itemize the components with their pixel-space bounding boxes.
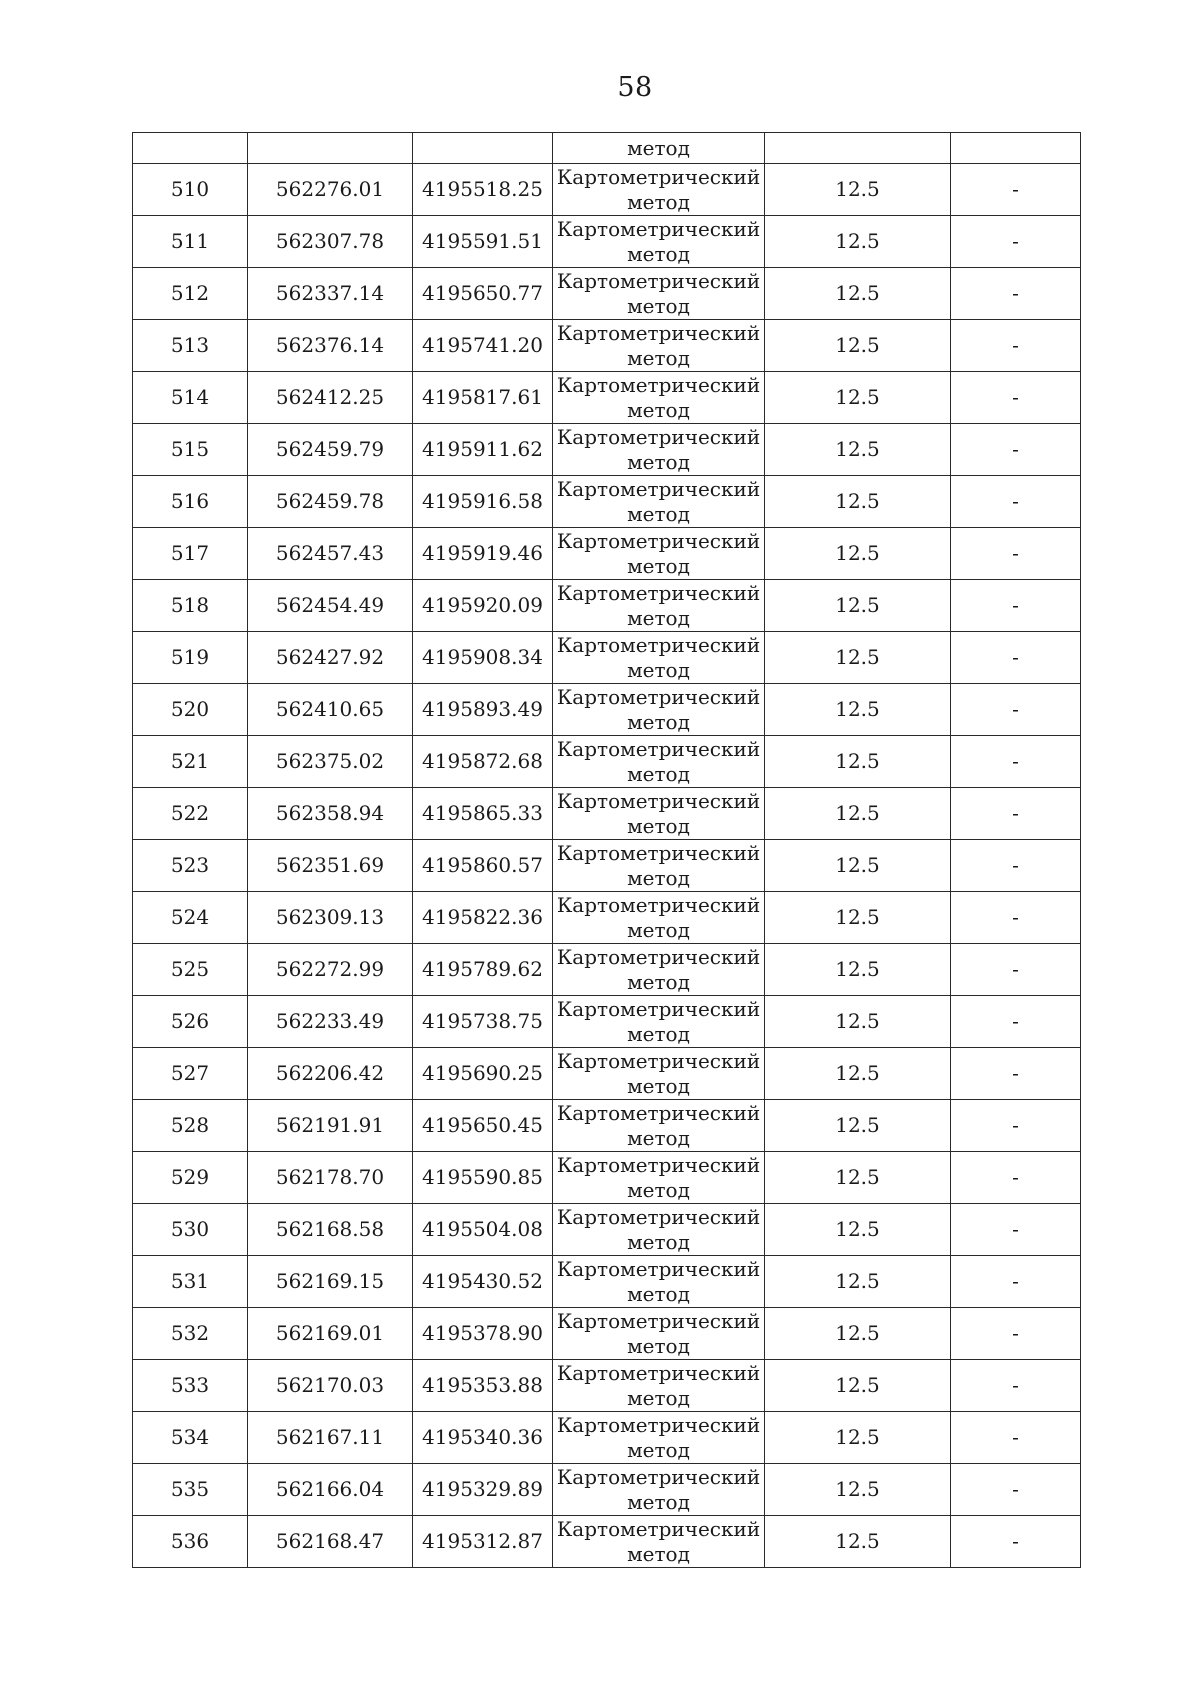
cell-note: - xyxy=(951,736,1081,788)
cell-x: 562307.78 xyxy=(248,216,413,268)
cell-method xyxy=(553,1256,765,1308)
table-row xyxy=(133,320,1081,372)
method-line-1: Картометрический xyxy=(556,164,761,189)
cell-x: 562459.79 xyxy=(248,424,413,476)
coordinates-table-body xyxy=(133,133,1081,1568)
method-line-1: Картометрический xyxy=(556,632,761,657)
method-line-1: Картометрический xyxy=(556,320,761,345)
cell-method xyxy=(553,268,765,320)
table-row xyxy=(133,1464,1081,1516)
cell-y: 4195872.68 xyxy=(413,736,553,788)
cell-method xyxy=(553,944,765,996)
coordinates-table xyxy=(132,132,1081,1568)
cell-x: 562351.69 xyxy=(248,840,413,892)
method-line-2: метод xyxy=(627,449,690,474)
method-line-1: Картометрический xyxy=(556,528,761,553)
cell-note: - xyxy=(951,1360,1081,1412)
cell-point-id: 513 xyxy=(133,320,248,372)
cell-y: 4195893.49 xyxy=(413,684,553,736)
cell-method xyxy=(553,476,765,528)
table-row xyxy=(133,268,1081,320)
cell-method xyxy=(553,632,765,684)
cell-y: 4195741.20 xyxy=(413,320,553,372)
cell-y: 4195378.90 xyxy=(413,1308,553,1360)
cell-y: 4195650.77 xyxy=(413,268,553,320)
cell-point-id: 536 xyxy=(133,1516,248,1568)
cell-point-id: 517 xyxy=(133,528,248,580)
method-line-2: метод xyxy=(627,553,690,578)
cell-accuracy: 12.5 xyxy=(765,1360,951,1412)
cell-accuracy: 12.5 xyxy=(765,840,951,892)
cell-point-id: 528 xyxy=(133,1100,248,1152)
method-line-2: метод xyxy=(627,813,690,838)
table-row xyxy=(133,1256,1081,1308)
method-line-1: Картометрический xyxy=(556,944,761,969)
cell-note: - xyxy=(951,1100,1081,1152)
cell-point-id: 512 xyxy=(133,268,248,320)
cell-method xyxy=(553,736,765,788)
table-row xyxy=(133,580,1081,632)
method-line-2: метод xyxy=(627,969,690,994)
table-row xyxy=(133,1100,1081,1152)
cell-method xyxy=(553,580,765,632)
cell-y: 4195865.33 xyxy=(413,788,553,840)
cell-note: - xyxy=(951,528,1081,580)
cell-note: - xyxy=(951,268,1081,320)
cell-note: - xyxy=(951,1516,1081,1568)
cell-point-id: 520 xyxy=(133,684,248,736)
cell-method xyxy=(553,372,765,424)
cell-point-id: 529 xyxy=(133,1152,248,1204)
cell-x: 562459.78 xyxy=(248,476,413,528)
method-line-2: метод xyxy=(627,1021,690,1046)
cell-point-id: 519 xyxy=(133,632,248,684)
method-line-2: метод xyxy=(627,1073,690,1098)
method-line-2: метод xyxy=(627,345,690,370)
method-line-2: метод xyxy=(627,1177,690,1202)
cell-note: - xyxy=(951,788,1081,840)
cell-note: - xyxy=(951,1152,1081,1204)
method-line-2: метод xyxy=(627,761,690,786)
cell-note: - xyxy=(951,424,1081,476)
cell-method xyxy=(553,1204,765,1256)
cell-x: 562358.94 xyxy=(248,788,413,840)
cell-method xyxy=(553,164,765,216)
method-line-2: метод xyxy=(627,293,690,318)
method-line-1: Картометрический xyxy=(556,996,761,1021)
cell-x: 562412.25 xyxy=(248,372,413,424)
cell-y: 4195789.62 xyxy=(413,944,553,996)
cell-y: 4195329.89 xyxy=(413,1464,553,1516)
cell-point-id: 521 xyxy=(133,736,248,788)
cell-accuracy: 12.5 xyxy=(765,1256,951,1308)
cell-note: - xyxy=(951,476,1081,528)
cell-note: - xyxy=(951,1308,1081,1360)
cell-y: 4195920.09 xyxy=(413,580,553,632)
cell-x: 562170.03 xyxy=(248,1360,413,1412)
cell-x: 562169.15 xyxy=(248,1256,413,1308)
table-row xyxy=(133,892,1081,944)
method-line-1: Картометрический xyxy=(556,1360,761,1385)
cell-point-id: 532 xyxy=(133,1308,248,1360)
cell-point-id: 511 xyxy=(133,216,248,268)
page-number: 58 xyxy=(617,72,653,103)
cell-x: 562375.02 xyxy=(248,736,413,788)
cell-method xyxy=(553,892,765,944)
method-line-1: Картометрический xyxy=(556,580,761,605)
cell-y: 4195590.85 xyxy=(413,1152,553,1204)
cell-accuracy: 12.5 xyxy=(765,424,951,476)
method-line-1: Картометрический xyxy=(556,268,761,293)
cell-x: 562178.70 xyxy=(248,1152,413,1204)
method-line-2: метод xyxy=(627,397,690,422)
method-line-1: Картометрический xyxy=(556,1100,761,1125)
table-row-continued xyxy=(133,133,1081,164)
cell-note: - xyxy=(951,1412,1081,1464)
method-line-2: метод xyxy=(627,1541,690,1566)
method-line-2: метод xyxy=(627,1125,690,1150)
method-line-2: метод xyxy=(627,865,690,890)
table-row xyxy=(133,372,1081,424)
cell-point-id: 534 xyxy=(133,1412,248,1464)
cell-x: 562191.91 xyxy=(248,1100,413,1152)
cell-method xyxy=(553,1464,765,1516)
cell-method xyxy=(553,684,765,736)
cell-method xyxy=(553,1308,765,1360)
cell-note: - xyxy=(951,1464,1081,1516)
cell-accuracy: 12.5 xyxy=(765,580,951,632)
table-row xyxy=(133,684,1081,736)
method-line-2: метод xyxy=(627,501,690,526)
method-line-1: Картометрический xyxy=(556,736,761,761)
cell-point-id: 510 xyxy=(133,164,248,216)
cell-note: - xyxy=(951,1204,1081,1256)
cell-note: - xyxy=(951,1048,1081,1100)
cell-x: 562206.42 xyxy=(248,1048,413,1100)
table-row xyxy=(133,996,1081,1048)
cell-x: 562457.43 xyxy=(248,528,413,580)
method-line-2: метод xyxy=(627,1489,690,1514)
cell-y: 4195650.45 xyxy=(413,1100,553,1152)
cell-point-id: 530 xyxy=(133,1204,248,1256)
cell-accuracy: 12.5 xyxy=(765,788,951,840)
cell-note: - xyxy=(951,580,1081,632)
cell-y: 4195908.34 xyxy=(413,632,553,684)
method-line-1: Картометрический xyxy=(556,1256,761,1281)
method-line-1: Картометрический xyxy=(556,840,761,865)
cell-accuracy: 12.5 xyxy=(765,1516,951,1568)
method-line-2: метод xyxy=(627,1281,690,1306)
cell-note xyxy=(951,133,1081,164)
cell-x: 562168.47 xyxy=(248,1516,413,1568)
cell-x: 562376.14 xyxy=(248,320,413,372)
method-line-2: метод xyxy=(627,1437,690,1462)
cell-method xyxy=(553,1048,765,1100)
cell-method xyxy=(553,788,765,840)
cell-accuracy: 12.5 xyxy=(765,1100,951,1152)
cell-x: 562272.99 xyxy=(248,944,413,996)
table-row xyxy=(133,736,1081,788)
cell-accuracy: 12.5 xyxy=(765,476,951,528)
cell-note: - xyxy=(951,372,1081,424)
cell-note: - xyxy=(951,944,1081,996)
cell-note: - xyxy=(951,216,1081,268)
cell-x: 562167.11 xyxy=(248,1412,413,1464)
cell-note: - xyxy=(951,320,1081,372)
method-line-1: Картометрический xyxy=(556,684,761,709)
cell-method xyxy=(553,1152,765,1204)
cell-note: - xyxy=(951,684,1081,736)
cell-accuracy: 12.5 xyxy=(765,216,951,268)
cell-y: 4195340.36 xyxy=(413,1412,553,1464)
table-row xyxy=(133,424,1081,476)
cell-accuracy: 12.5 xyxy=(765,372,951,424)
cell-x: 562166.04 xyxy=(248,1464,413,1516)
cell-note: - xyxy=(951,892,1081,944)
cell-y: 4195916.58 xyxy=(413,476,553,528)
cell-accuracy: 12.5 xyxy=(765,164,951,216)
cell-y: 4195690.25 xyxy=(413,1048,553,1100)
cell-method xyxy=(553,1100,765,1152)
table-row xyxy=(133,164,1081,216)
cell-accuracy: 12.5 xyxy=(765,1412,951,1464)
cell-accuracy: 12.5 xyxy=(765,684,951,736)
cell-accuracy: 12.5 xyxy=(765,268,951,320)
cell-note: - xyxy=(951,632,1081,684)
cell-y: 4195591.51 xyxy=(413,216,553,268)
cell-y xyxy=(413,133,553,164)
cell-point-id: 518 xyxy=(133,580,248,632)
cell-x: 562276.01 xyxy=(248,164,413,216)
cell-accuracy: 12.5 xyxy=(765,996,951,1048)
method-line-1: Картометрический xyxy=(556,1412,761,1437)
method-line-2: метод xyxy=(627,709,690,734)
method-line-2: метод xyxy=(627,241,690,266)
method-line-1: Картометрический xyxy=(556,892,761,917)
cell-accuracy: 12.5 xyxy=(765,528,951,580)
cell-accuracy: 12.5 xyxy=(765,944,951,996)
method-line-2: метод xyxy=(627,657,690,682)
cell-accuracy: 12.5 xyxy=(765,632,951,684)
method-line-1: Картометрический xyxy=(556,424,761,449)
cell-method xyxy=(553,528,765,580)
cell-point-id: 515 xyxy=(133,424,248,476)
method-line-1: Картометрический xyxy=(556,216,761,241)
cell-method xyxy=(553,216,765,268)
method-line-1: Картометрический xyxy=(556,372,761,397)
cell-point-id: 525 xyxy=(133,944,248,996)
cell-x: 562427.92 xyxy=(248,632,413,684)
cell-accuracy: 12.5 xyxy=(765,1152,951,1204)
method-line-1: Картометрический xyxy=(556,1048,761,1073)
cell-y: 4195911.62 xyxy=(413,424,553,476)
cell-accuracy: 12.5 xyxy=(765,736,951,788)
table-row xyxy=(133,944,1081,996)
cell-y: 4195504.08 xyxy=(413,1204,553,1256)
table-row xyxy=(133,528,1081,580)
cell-accuracy: 12.5 xyxy=(765,320,951,372)
table-row xyxy=(133,788,1081,840)
cell-accuracy: 12.5 xyxy=(765,892,951,944)
cell-point-id: 526 xyxy=(133,996,248,1048)
table-row xyxy=(133,1152,1081,1204)
cell-accuracy xyxy=(765,133,951,164)
cell-accuracy: 12.5 xyxy=(765,1308,951,1360)
method-line-2: метод xyxy=(627,189,690,214)
cell-x xyxy=(248,133,413,164)
cell-method xyxy=(553,840,765,892)
cell-point-id: 531 xyxy=(133,1256,248,1308)
table-row xyxy=(133,1516,1081,1568)
table-row xyxy=(133,216,1081,268)
cell-note: - xyxy=(951,164,1081,216)
method-line-1: Картометрический xyxy=(556,788,761,813)
table-row xyxy=(133,476,1081,528)
cell-note: - xyxy=(951,1256,1081,1308)
cell-method: метод xyxy=(553,133,765,164)
cell-y: 4195312.87 xyxy=(413,1516,553,1568)
cell-y: 4195919.46 xyxy=(413,528,553,580)
cell-point-id: 533 xyxy=(133,1360,248,1412)
cell-point-id xyxy=(133,133,248,164)
cell-x: 562233.49 xyxy=(248,996,413,1048)
table-row xyxy=(133,1360,1081,1412)
cell-y: 4195353.88 xyxy=(413,1360,553,1412)
method-line-1: Картометрический xyxy=(556,1516,761,1541)
method-line-2: метод xyxy=(627,1333,690,1358)
cell-y: 4195817.61 xyxy=(413,372,553,424)
cell-y: 4195430.52 xyxy=(413,1256,553,1308)
cell-point-id: 516 xyxy=(133,476,248,528)
cell-x: 562168.58 xyxy=(248,1204,413,1256)
cell-point-id: 527 xyxy=(133,1048,248,1100)
table-row xyxy=(133,1412,1081,1464)
cell-y: 4195822.36 xyxy=(413,892,553,944)
cell-point-id: 535 xyxy=(133,1464,248,1516)
table-row xyxy=(133,632,1081,684)
method-line-2: метод xyxy=(627,1385,690,1410)
cell-method xyxy=(553,1412,765,1464)
method-line-2: метод xyxy=(627,917,690,942)
cell-point-id: 522 xyxy=(133,788,248,840)
cell-method xyxy=(553,320,765,372)
method-line-1: Картометрический xyxy=(556,476,761,501)
cell-method xyxy=(553,996,765,1048)
cell-method xyxy=(553,1360,765,1412)
cell-accuracy: 12.5 xyxy=(765,1464,951,1516)
cell-method xyxy=(553,1516,765,1568)
method-line-2: метод xyxy=(627,1229,690,1254)
cell-y: 4195860.57 xyxy=(413,840,553,892)
cell-x: 562337.14 xyxy=(248,268,413,320)
table-row xyxy=(133,1308,1081,1360)
cell-x: 562169.01 xyxy=(248,1308,413,1360)
cell-method xyxy=(553,424,765,476)
method-line-1: Картометрический xyxy=(556,1152,761,1177)
cell-point-id: 524 xyxy=(133,892,248,944)
cell-accuracy: 12.5 xyxy=(765,1204,951,1256)
cell-accuracy: 12.5 xyxy=(765,1048,951,1100)
method-line-1: Картометрический xyxy=(556,1308,761,1333)
table-row xyxy=(133,1048,1081,1100)
cell-y: 4195738.75 xyxy=(413,996,553,1048)
table-row xyxy=(133,840,1081,892)
cell-note: - xyxy=(951,840,1081,892)
method-line-1: Картометрический xyxy=(556,1464,761,1489)
cell-point-id: 514 xyxy=(133,372,248,424)
cell-note: - xyxy=(951,996,1081,1048)
cell-x: 562410.65 xyxy=(248,684,413,736)
cell-y: 4195518.25 xyxy=(413,164,553,216)
cell-x: 562309.13 xyxy=(248,892,413,944)
method-line-1: Картометрический xyxy=(556,1204,761,1229)
method-line-2: метод xyxy=(627,605,690,630)
cell-point-id: 523 xyxy=(133,840,248,892)
cell-x: 562454.49 xyxy=(248,580,413,632)
table-row xyxy=(133,1204,1081,1256)
